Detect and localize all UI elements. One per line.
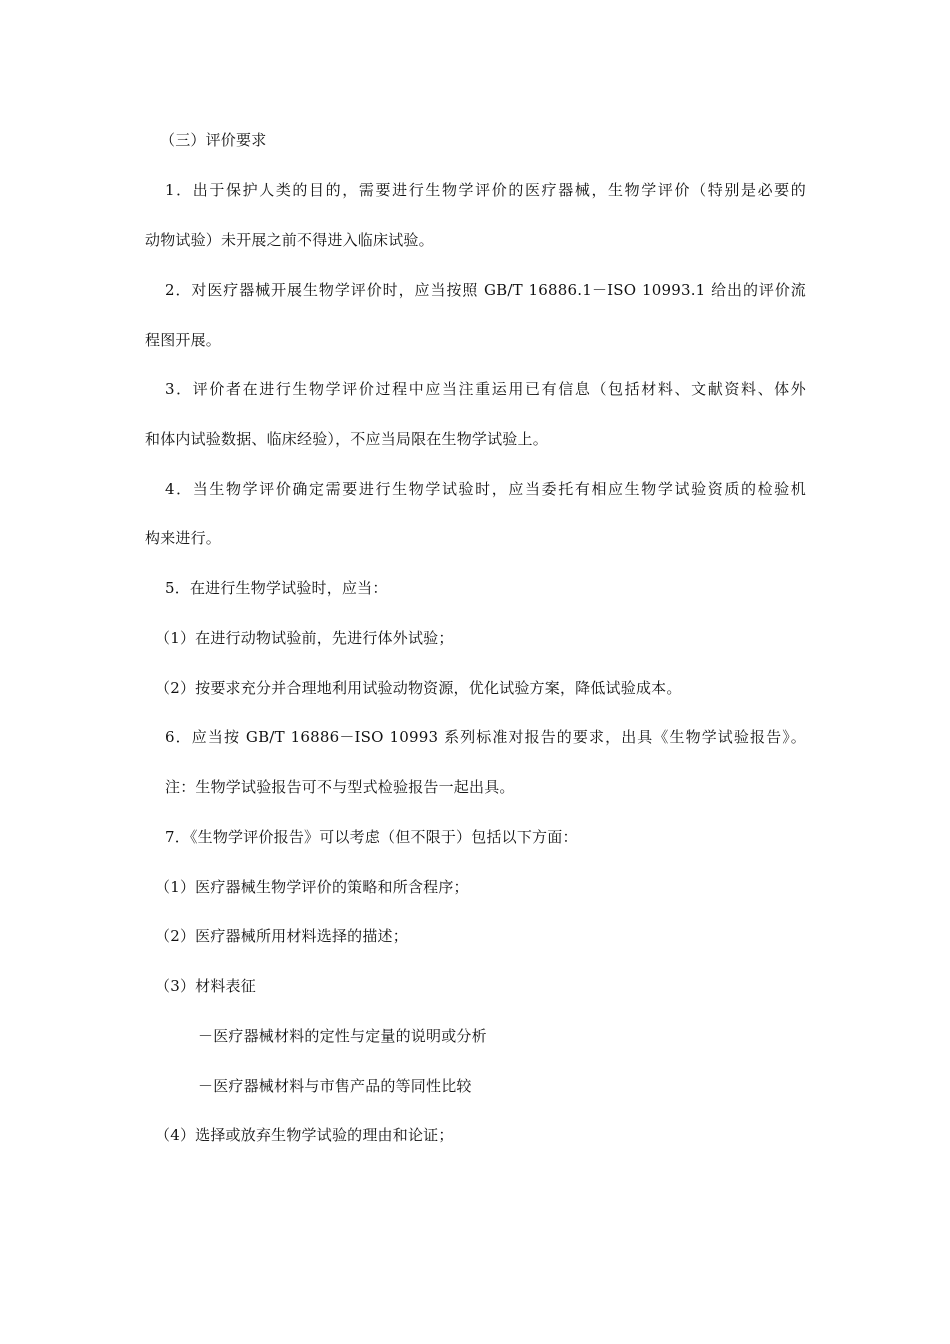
paragraph-7-item-1: （1）医疗器械生物学评价的策略和所含程序； xyxy=(155,878,469,896)
paragraph-1-line-2: 动物试验）未开展之前不得进入临床试验。 xyxy=(145,231,434,249)
paragraph-7-item-3: （3）材料表征 xyxy=(155,977,256,995)
paragraph-2-line-1: 2．对医疗器械开展生物学评价时，应当按照 GB/T 16886.1－ISO 10993.1 给出的评价流 xyxy=(165,281,806,299)
paragraph-4-line-1: 4．当生物学评价确定需要进行生物学试验时，应当委托有相应生物学试验资质的检验机 xyxy=(165,480,806,498)
note: 注：生物学试验报告可不与型式检验报告一起出具。 xyxy=(165,778,515,796)
paragraph-4-line-2: 构来进行。 xyxy=(145,529,222,547)
paragraph-5-item-2: （2）按要求充分并合理地利用试验动物资源，优化试验方案，降低试验成本。 xyxy=(155,679,682,697)
paragraph-7-item-3-sub-2: －医疗器械材料与市售产品的等同性比较 xyxy=(198,1077,472,1095)
paragraph-7-item-2: （2）医疗器械所用材料选择的描述； xyxy=(155,927,408,945)
paragraph-5-item-1: （1）在进行动物试验前，先进行体外试验； xyxy=(155,629,454,647)
paragraph-7-item-3-sub-1: －医疗器械材料的定性与定量的说明或分析 xyxy=(198,1027,487,1045)
paragraph-3-line-2: 和体内试验数据、临床经验），不应当局限在生物学试验上。 xyxy=(145,430,548,448)
paragraph-7: 7．《生物学评价报告》可以考虑（但不限于）包括以下方面： xyxy=(165,828,578,846)
paragraph-3-line-1: 3．评价者在进行生物学评价过程中应当注重运用已有信息（包括材料、文献资料、体外 xyxy=(165,380,806,398)
paragraph-2-line-2: 程图开展。 xyxy=(145,331,222,349)
paragraph-7-item-4: （4）选择或放弃生物学试验的理由和论证； xyxy=(155,1126,454,1144)
paragraph-1-line-1: 1．出于保护人类的目的，需要进行生物学评价的医疗器械，生物学评价（特别是必要的 xyxy=(165,181,806,199)
paragraph-5: 5．在进行生物学试验时，应当： xyxy=(165,579,388,597)
section-heading: （三）评价要求 xyxy=(160,131,267,149)
paragraph-6: 6．应当按 GB/T 16886－ISO 10993 系列标准对报告的要求，出具《生物学试验报告》。 xyxy=(165,728,806,746)
